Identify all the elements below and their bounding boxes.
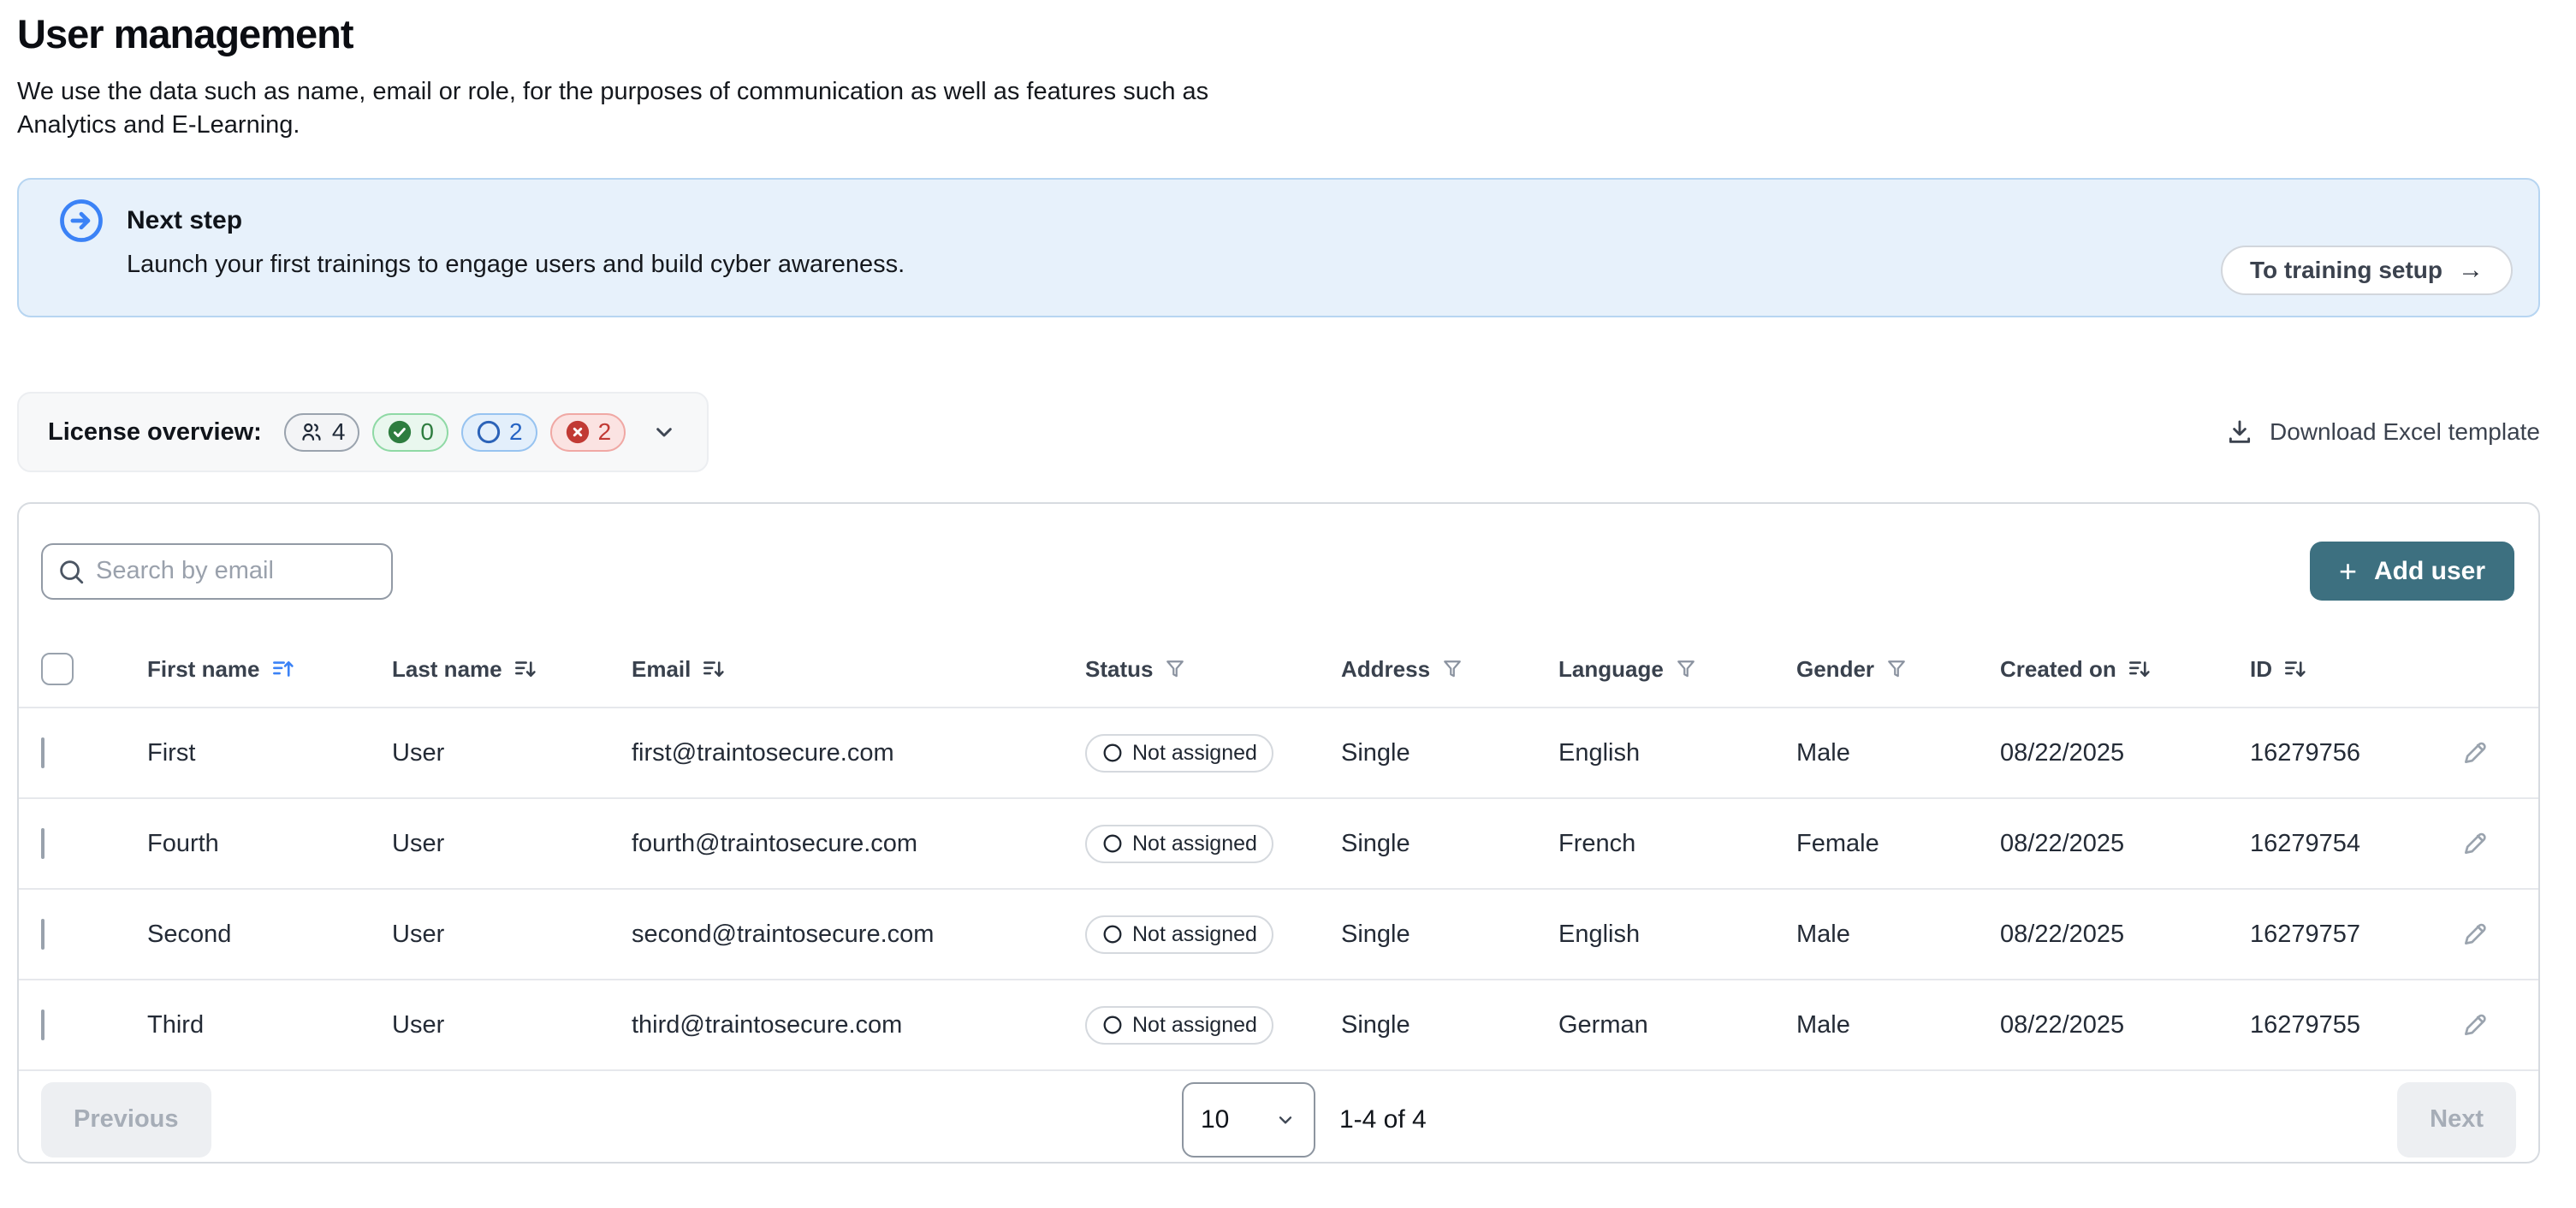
license-chip-expired[interactable]	[550, 413, 626, 452]
header-cell-status[interactable]	[1085, 656, 1341, 683]
status-badge	[1085, 1006, 1273, 1045]
cell-gender: Male	[1796, 1010, 1850, 1039]
pagination-range-label: 1-4 of 4	[1338, 1104, 1427, 1134]
column-label: Language	[1558, 655, 1664, 682]
next-page-button[interactable]: Next	[2397, 1082, 2516, 1158]
column-label: Email	[632, 655, 691, 682]
arrow-right-icon: →	[2458, 256, 2484, 284]
status-label: Not assigned	[1132, 740, 1257, 765]
cell-language: English	[1558, 738, 1641, 767]
status-badge	[1085, 734, 1273, 773]
table-row	[19, 799, 2538, 890]
page-title: User management	[17, 11, 353, 56]
next-step-banner	[17, 178, 2540, 317]
page-description-line: We use the data such as name, email or role, for the purposes of communication as well as features such as	[17, 78, 1209, 105]
cell-address: Single	[1341, 920, 1410, 948]
column-label: Last name	[392, 655, 502, 682]
cell-first-name: Third	[147, 1010, 205, 1039]
pencil-icon	[2460, 920, 2490, 949]
license-chip-assigned[interactable]	[372, 413, 448, 452]
pagination-middle	[211, 1082, 2398, 1158]
table-body	[19, 708, 2538, 1071]
cell-id: 16279756	[2250, 738, 2361, 767]
circle-outline-icon	[1101, 742, 1124, 764]
row-checkbox[interactable]	[41, 828, 45, 859]
cell-first-name: Second	[147, 920, 232, 948]
circle-outline-icon	[476, 419, 502, 445]
status-label: Not assigned	[1132, 921, 1257, 946]
users-table-card	[17, 502, 2540, 1164]
download-excel-template-link[interactable]	[2225, 417, 2540, 447]
cell-last-name: User	[392, 920, 445, 948]
check-circle-icon	[387, 419, 413, 445]
pencil-icon	[2460, 829, 2490, 858]
cell-created-on: 08/22/2025	[2000, 920, 2125, 948]
cell-status	[1085, 734, 1341, 773]
edit-user-button[interactable]	[2460, 738, 2490, 767]
cell-created-on: 08/22/2025	[2000, 829, 2125, 857]
cell-language: French	[1558, 829, 1636, 857]
status-label: Not assigned	[1132, 1012, 1257, 1037]
table-row	[19, 708, 2538, 799]
search-input[interactable]	[41, 543, 393, 600]
cell-status	[1085, 1006, 1341, 1045]
cell-address: Single	[1341, 829, 1410, 857]
circle-outline-icon	[1101, 923, 1124, 945]
sort-ascending-icon[interactable]	[270, 656, 296, 682]
cell-address: Single	[1341, 738, 1410, 767]
header-cell-gender[interactable]	[1796, 656, 2000, 683]
to-training-setup-button[interactable]	[2221, 246, 2513, 295]
license-chip-pending[interactable]	[461, 413, 537, 452]
edit-user-button[interactable]	[2460, 829, 2490, 858]
column-label: Gender	[1796, 655, 1875, 682]
x-circle-icon	[565, 419, 591, 445]
table-row	[19, 890, 2538, 980]
cell-address: Single	[1341, 1010, 1410, 1039]
select-all-checkbox[interactable]	[41, 653, 74, 685]
search-icon	[56, 557, 86, 586]
cell-last-name: User	[392, 829, 445, 857]
header-cell-created-on[interactable]	[2000, 656, 2250, 683]
filter-icon[interactable]	[1440, 657, 1464, 681]
table-toolbar	[19, 504, 2538, 601]
header-cell-last-name[interactable]	[392, 656, 632, 683]
cell-gender: Male	[1796, 738, 1850, 767]
filter-icon[interactable]	[1674, 657, 1698, 681]
row-checkbox[interactable]	[41, 737, 45, 768]
circle-outline-icon	[1101, 832, 1124, 855]
add-user-button[interactable]	[2310, 542, 2514, 601]
cell-gender: Female	[1796, 829, 1879, 857]
license-chip-total-users[interactable]	[284, 413, 360, 452]
license-overview-label: License overview:	[48, 417, 262, 446]
cell-language: English	[1558, 920, 1641, 948]
header-cell-select	[41, 653, 147, 685]
cell-status	[1085, 825, 1341, 863]
banner-text	[127, 180, 905, 316]
previous-page-button[interactable]: Previous	[41, 1082, 211, 1158]
cell-email: second@traintosecure.com	[632, 920, 935, 948]
column-label: Created on	[2000, 655, 2116, 682]
sort-descending-icon[interactable]	[701, 656, 727, 682]
header-cell-address[interactable]	[1341, 656, 1558, 683]
page-description	[17, 75, 2540, 142]
cell-created-on: 08/22/2025	[2000, 1010, 2125, 1039]
cell-last-name: User	[392, 738, 445, 767]
status-badge	[1085, 825, 1273, 863]
cell-id: 16279755	[2250, 1010, 2361, 1039]
cell-language: German	[1558, 1010, 1648, 1039]
license-chip-value: 2	[597, 418, 612, 445]
row-checkbox[interactable]	[41, 1010, 45, 1040]
chevron-down-icon	[1274, 1109, 1297, 1131]
sort-descending-icon[interactable]	[2282, 656, 2308, 682]
circle-outline-icon	[1101, 1014, 1124, 1036]
cell-first-name: Fourth	[147, 829, 219, 857]
license-chip-value: 4	[331, 418, 346, 445]
header-cell-email[interactable]	[632, 656, 1085, 683]
edit-user-button[interactable]	[2460, 920, 2490, 949]
license-band	[17, 392, 2540, 472]
sort-descending-icon[interactable]	[2127, 656, 2152, 682]
download-excel-template-label: Download Excel template	[2270, 418, 2540, 445]
pencil-icon	[2460, 1010, 2490, 1039]
table-header-row	[19, 631, 2538, 708]
license-expand-toggle[interactable]	[650, 418, 678, 446]
cell-email: first@traintosecure.com	[632, 738, 894, 767]
header-cell-id[interactable]	[2250, 656, 2460, 683]
cell-first-name: First	[147, 738, 196, 767]
pencil-icon	[2460, 738, 2490, 767]
page-size-select[interactable]	[1182, 1082, 1315, 1158]
license-chip-value: 2	[509, 418, 523, 445]
page-description-line: Analytics and E-Learning.	[17, 111, 300, 139]
license-overview-bar	[17, 392, 709, 472]
column-label: ID	[2250, 655, 2272, 682]
cell-created-on: 08/22/2025	[2000, 738, 2125, 767]
column-label: Address	[1341, 655, 1431, 682]
table-row	[19, 980, 2538, 1071]
filter-icon[interactable]	[1163, 657, 1187, 681]
cell-email: third@traintosecure.com	[632, 1010, 903, 1039]
header-cell-language[interactable]	[1558, 656, 1796, 683]
chevron-down-icon	[650, 418, 678, 446]
column-label: Status	[1085, 655, 1154, 682]
edit-user-button[interactable]	[2460, 1010, 2490, 1039]
search-box	[41, 543, 393, 600]
cell-id: 16279757	[2250, 920, 2361, 948]
page-size-value: 10	[1200, 1104, 1230, 1134]
cell-id: 16279754	[2250, 829, 2361, 857]
status-badge	[1085, 915, 1273, 954]
row-checkbox[interactable]	[41, 919, 45, 950]
users-icon	[299, 419, 324, 445]
banner-description: Launch your first trainings to engage users and build cyber awareness.	[127, 251, 905, 278]
arrow-right-circle-icon	[58, 198, 104, 244]
sort-descending-icon[interactable]	[513, 656, 538, 682]
header-cell-first-name[interactable]	[147, 656, 392, 683]
plus-icon: +	[2338, 553, 2357, 589]
cell-last-name: User	[392, 1010, 445, 1039]
download-icon	[2225, 417, 2254, 447]
cell-status	[1085, 915, 1341, 954]
banner-title: Next step	[127, 206, 243, 234]
cell-gender: Male	[1796, 920, 1850, 948]
filter-icon[interactable]	[1885, 657, 1908, 681]
cell-email: fourth@traintosecure.com	[632, 829, 918, 857]
add-user-label: Add user	[2373, 556, 2485, 585]
pagination-bar	[19, 1071, 2538, 1164]
status-label: Not assigned	[1132, 831, 1257, 856]
to-training-setup-label: To training setup	[2249, 257, 2442, 283]
license-chip-value: 0	[420, 418, 434, 445]
column-label: First name	[147, 655, 260, 682]
